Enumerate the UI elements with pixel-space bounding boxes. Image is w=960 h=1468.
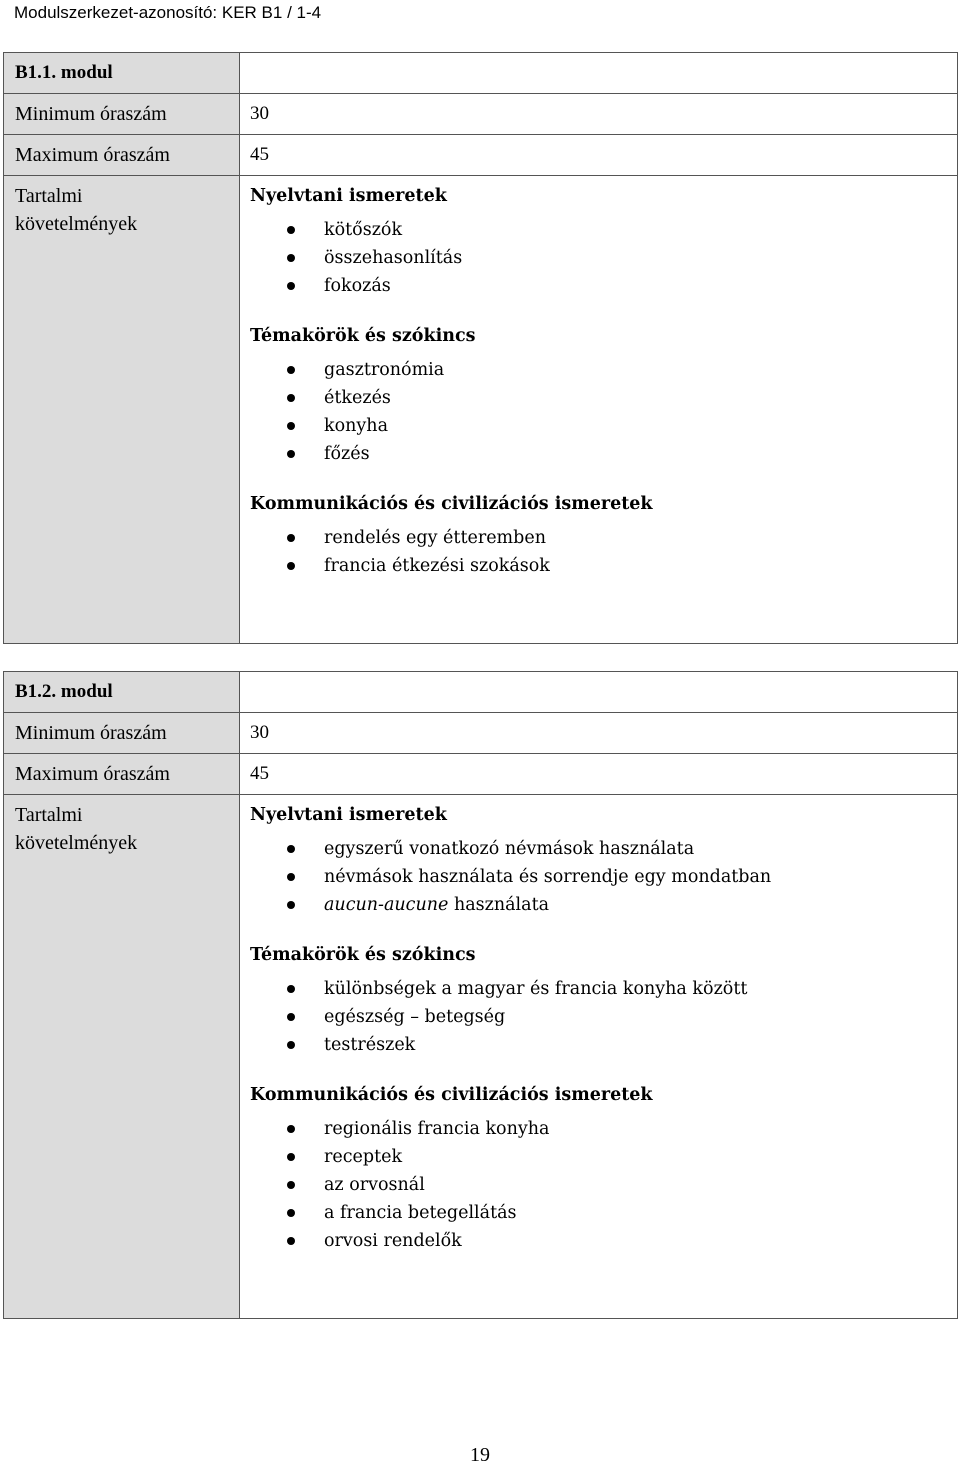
list-item-text: összehasonlítás (324, 248, 463, 268)
list-item-text: receptek (324, 1147, 403, 1167)
list-item-text: különbségek a magyar és francia konyha között (324, 979, 748, 999)
list-item-italic-text: aucun-aucune (324, 895, 449, 915)
max-hours-row (4, 754, 958, 795)
section-grammar (250, 182, 947, 300)
content-cell (240, 795, 958, 1319)
bullet-icon (287, 845, 295, 853)
bullet-icon (287, 366, 295, 374)
bullet-icon (287, 562, 295, 570)
list-item (250, 835, 947, 863)
module-title-row (4, 53, 958, 94)
min-hours-label: Minimum óraszám (4, 94, 240, 135)
list-item-text: főzés (324, 444, 370, 464)
list-item-text: regionális francia konyha (324, 1119, 550, 1139)
section-grammar (250, 801, 947, 919)
module-table-b1-2 (3, 671, 958, 1319)
bullet-icon (287, 282, 295, 290)
max-hours-label: Maximum óraszám (4, 754, 240, 795)
list-item-text: konyha (324, 416, 389, 436)
max-hours-label: Maximum óraszám (4, 135, 240, 176)
list-item-text: kötőszók (324, 220, 403, 240)
section-title: Témakörök és szókincs (250, 326, 476, 346)
content-label (4, 176, 240, 644)
section-topics (250, 322, 947, 468)
list-item (250, 975, 947, 1003)
list-item (250, 272, 947, 300)
list-item (250, 356, 947, 384)
list-item (250, 891, 947, 919)
min-hours-row (4, 94, 958, 135)
max-hours-value: 45 (240, 754, 958, 795)
bullet-icon (287, 1181, 295, 1189)
bullet-icon (287, 1125, 295, 1133)
module-title-row (4, 672, 958, 713)
bullet-icon (287, 901, 295, 909)
list-item (250, 1143, 947, 1171)
section-title: Kommunikációs és civilizációs ismeretek (250, 494, 653, 514)
content-label-line-1: Tartalmi (15, 185, 83, 207)
item-list (250, 1115, 947, 1255)
content-label-line-2: követelmények (15, 832, 138, 854)
list-item (250, 244, 947, 272)
item-list (250, 835, 947, 919)
bullet-icon (287, 873, 295, 881)
bullet-icon (287, 450, 295, 458)
content-label (4, 795, 240, 1319)
list-item-text: gasztronómia (324, 360, 445, 380)
section-communication (250, 490, 947, 580)
bullet-icon (287, 226, 295, 234)
list-item-text: rendelés egy étteremben (324, 528, 546, 548)
content-row (4, 176, 958, 644)
item-list (250, 524, 947, 580)
item-list (250, 216, 947, 300)
list-item (250, 1227, 947, 1255)
list-item (250, 1031, 947, 1059)
min-hours-label: Minimum óraszám (4, 713, 240, 754)
list-item (250, 1115, 947, 1143)
page-header: Modulszerkezet-azonosító: KER B1 / 1-4 (14, 3, 322, 22)
list-item-text: használata (448, 895, 550, 915)
module-table-b1-1 (3, 52, 958, 644)
list-item (250, 412, 947, 440)
bullet-icon (287, 1013, 295, 1021)
bullet-icon (287, 534, 295, 542)
item-list (250, 356, 947, 468)
section-title: Nyelvtani ismeretek (250, 805, 447, 825)
list-item (250, 216, 947, 244)
content-label-line-2: követelmények (15, 213, 138, 235)
module-title-empty-cell (240, 672, 958, 713)
min-hours-value: 30 (240, 94, 958, 135)
list-item (250, 1171, 947, 1199)
list-item (250, 524, 947, 552)
list-item (250, 384, 947, 412)
list-item-text: névmások használata és sorrendje egy mondatban (324, 867, 772, 887)
bullet-icon (287, 394, 295, 402)
list-item (250, 440, 947, 468)
content-label-line-1: Tartalmi (15, 804, 83, 826)
list-item-text: testrészek (324, 1035, 416, 1055)
max-hours-value: 45 (240, 135, 958, 176)
list-item-text: francia étkezési szokások (324, 556, 550, 576)
item-list (250, 975, 947, 1059)
content-row (4, 795, 958, 1319)
content-cell (240, 176, 958, 644)
section-communication (250, 1081, 947, 1255)
module-title: B1.1. modul (4, 53, 240, 94)
bullet-icon (287, 254, 295, 262)
section-title: Nyelvtani ismeretek (250, 186, 447, 206)
list-item-text: étkezés (324, 388, 391, 408)
list-item (250, 863, 947, 891)
page-number: 19 (470, 1444, 490, 1466)
module-title: B1.2. modul (4, 672, 240, 713)
section-topics (250, 941, 947, 1059)
min-hours-value: 30 (240, 713, 958, 754)
list-item-text: fokozás (324, 276, 391, 296)
bullet-icon (287, 1237, 295, 1245)
section-title: Kommunikációs és civilizációs ismeretek (250, 1085, 653, 1105)
module-title-empty-cell (240, 53, 958, 94)
list-item-text: egyszerű vonatkozó névmások használata (324, 839, 695, 859)
max-hours-row (4, 135, 958, 176)
list-item (250, 1199, 947, 1227)
list-item-text: az orvosnál (324, 1175, 425, 1195)
bullet-icon (287, 985, 295, 993)
list-item-text: orvosi rendelők (324, 1231, 462, 1251)
list-item (250, 552, 947, 580)
list-item-text: egészség – betegség (324, 1007, 506, 1027)
bullet-icon (287, 1153, 295, 1161)
list-item (250, 1003, 947, 1031)
section-title: Témakörök és szókincs (250, 945, 476, 965)
bullet-icon (287, 1041, 295, 1049)
bullet-icon (287, 422, 295, 430)
list-item-text: a francia betegellátás (324, 1203, 517, 1223)
bullet-icon (287, 1209, 295, 1217)
min-hours-row (4, 713, 958, 754)
